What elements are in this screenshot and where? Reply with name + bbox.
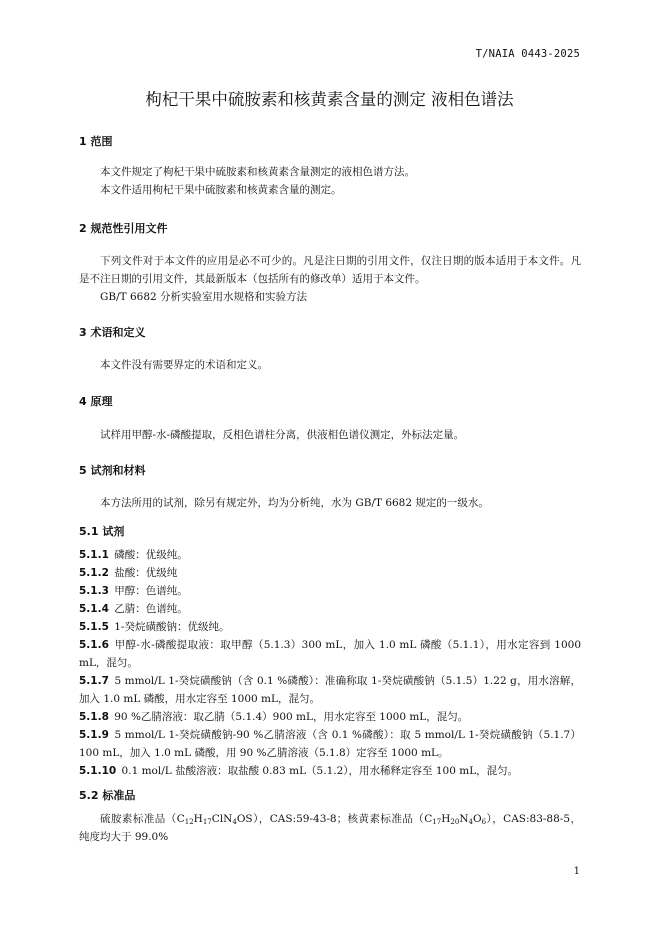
standard-code: T/NAIA 0443-2025 (475, 48, 580, 60)
item-number: 5.1.5 (79, 621, 109, 633)
list-item (79, 762, 581, 780)
section-number: 5.2 (79, 789, 99, 802)
item-number: 5.1.2 (79, 567, 109, 579)
item-text: 磷酸：优级纯。 (114, 549, 188, 561)
section-title: 术语和定义 (90, 326, 146, 339)
section-3-heading (79, 324, 146, 340)
item-text: 甲醇：色谱纯。 (114, 585, 188, 597)
paragraph: 本文件规定了枸杞干果中硫胺素和核黄素含量测定的液相色谱方法。 (100, 166, 415, 178)
section-number: 5.1 (79, 525, 99, 538)
list-item (79, 582, 581, 600)
item-text: 盐酸：优级纯 (114, 567, 178, 579)
item-text: 1-癸烷磺酸钠：优级纯。 (114, 621, 230, 633)
section-number: 5 (79, 464, 87, 477)
item-number: 5.1.8 (79, 711, 109, 723)
section-4-heading (79, 393, 113, 409)
list-item (79, 672, 581, 708)
section-title: 规范性引用文件 (90, 222, 168, 235)
section-5-2-heading (79, 787, 135, 803)
list-item (79, 636, 581, 672)
paragraph: 本文件没有需要界定的术语和定义。 (100, 359, 268, 371)
section-title: 原理 (90, 395, 113, 408)
list-item (79, 564, 581, 582)
section-title: 试剂 (102, 525, 125, 538)
page-number: 1 (573, 866, 580, 877)
item-number: 5.1.7 (79, 675, 109, 687)
item-number: 5.1.6 (79, 639, 109, 651)
item-number: 5.1.9 (79, 729, 109, 741)
paragraph: 试样用甲醇-水-磷酸提取，反相色谱柱分离，供液相色谱仪测定，外标法定量。 (100, 429, 465, 441)
list-item (79, 708, 581, 726)
section-number: 4 (79, 395, 87, 408)
document-title: 枸杞干果中硫胺素和核黄素含量的测定 液相色谱法 (145, 90, 514, 109)
item-text: 5 mmol/L 1-癸烷磺酸钠-90 %乙腈溶液（含 0.1 %磷酸）：取 5 mmol/L 1-癸烷磺酸钠（5.1.7）100 mL，加入 1.0 mL 磷酸，用 90 %乙腈溶液（5.1.8）定容至 1000 mL。 (79, 729, 581, 759)
item-number: 5.1.1 (79, 549, 109, 561)
item-number: 5.1.3 (79, 585, 109, 597)
item-text: 90 %乙腈溶液：取乙腈（5.1.4）900 mL，用水定容至 1000 mL，混匀。 (114, 711, 469, 723)
list-item (79, 546, 581, 564)
item-text: 甲醇-水-磷酸提取液：取甲醇（5.1.3）300 mL，加入 1.0 mL 磷酸（5.1.1），用水定容到 1000 mL，混匀。 (79, 639, 581, 669)
section-5-1-heading (79, 523, 124, 539)
item-text: 5 mmol/L 1-癸烷磺酸钠（含 0.1 %磷酸）：准确称取 1-癸烷磺酸钠（5.1.5）1.22 g，用水溶解，加入 1.0 mL 磷酸，用水定容至 1000 mL，混匀。 (79, 675, 581, 705)
section-title: 试剂和材料 (90, 464, 146, 477)
list-item (79, 600, 581, 618)
list-item (79, 726, 581, 762)
item-text: 0.1 mol/L 盐酸溶液：取盐酸 0.83 mL（5.1.2），用水稀释定容至 100 mL，混匀。 (121, 765, 519, 777)
paragraph: 下列文件对于本文件的应用是必不可少的。凡是注日期的引用文件，仅注日期的版本适用于本文件。凡是不注日期的引用文件，其最新版本（包括所有的修改单）适用于本文件。 (79, 255, 581, 285)
normative-reference: GB/T 6682 分析实验室用水规格和实验方法 (100, 291, 308, 303)
list-item (79, 618, 581, 636)
item-number: 5.1.4 (79, 603, 109, 615)
section-number: 2 (79, 222, 87, 235)
section-1-heading (79, 133, 113, 149)
section-title: 范围 (90, 135, 113, 148)
section-number: 1 (79, 135, 87, 148)
section-number: 3 (79, 326, 87, 339)
item-text: 乙腈：色谱纯。 (114, 603, 188, 615)
section-5-heading (79, 462, 146, 478)
paragraph: 本文件适用枸杞干果中硫胺素和核黄素含量的测定。 (100, 184, 342, 196)
paragraph: 本方法所用的试剂，除另有规定外，均为分析纯，水为 GB/T 6682 规定的一级水。 (100, 497, 489, 509)
item-number: 5.1.10 (79, 765, 117, 777)
section-title: 标准品 (102, 789, 136, 802)
standards-paragraph: 硫胺素标准品$(C_{12}H_{17}ClN_4OS)$，CAS:59-43-8；核黄素标准品$(C_{17}H_{20}N_4O_6)$，CAS:83-88-5，纯度均大于 99.0% (79, 813, 581, 843)
section-2-heading (79, 220, 168, 236)
